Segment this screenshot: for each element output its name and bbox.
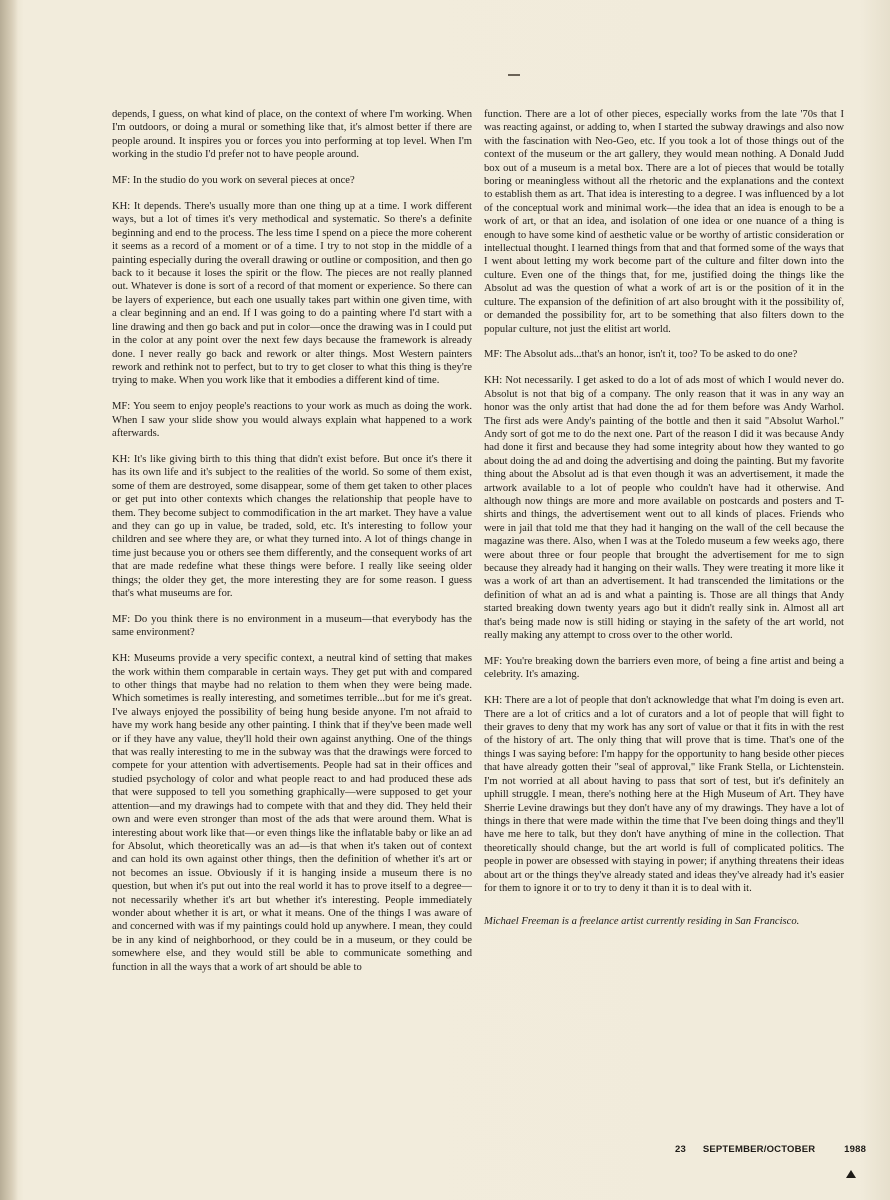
left-column	[112, 108, 472, 986]
continue-triangle-icon	[846, 1170, 856, 1178]
paragraph: function. There are a lot of other pieces, especially works from the late '70s that I was reacting against, or adding to, when I started the subway drawings and also now with the fascination with Neo-Geo, etc. If you took a lot of those things out of the context of the museum or the art gallery, they would mean nothing. A Donald Judd box out of a museum is a metal box. There are a lot of pieces that would be totally boring or meaningless without all the rhetoric and the explanations and the context to establish them as art. That idea is interesting to a degree. I was influenced by a lot of the conceptual work and minimal work—the idea that an idea is enough to be a work of art, or that an idea, and isolation of one idea or one nuance of a thing is enough to have some kind of aesthetic value or be worthy of artistic consideration or intellectual thought. I learned things from that and that formed some of the ways that I went about letting my work become part of the culture and filter down into the culture. Even one of the things that, for me, justified doing the things like the Absolut ad was the question of what a work of art is or the position of it in the culture. The expansion of the definition of art also brought with it the possibility of, or demanded the possibility for, art to be something that also filters down to the popular culture, not just the elitist art world.	[484, 109, 844, 335]
paragraph: KH: There are a lot of people that don't acknowledge that what I'm doing is even art. There are a lot of critics and a lot of curators and a lot of people that will fight to their graves to deny that my work has any sort of value or that it fits in with the rest of the history of art. The only thing that will prove that is time. That's one of the things I was saying before: I'm happy for the opportunity to hang beside other pieces that have already gotten their "seal of approval," like Frank Stella, or Lichtenstein. I'm not worried at all about having to pass that sort of test, but it's definitely an uphill struggle. I mean, there's nothing here at the High Museum of Art. They have Sherrie Levine drawings but they don't have any of my drawings. They have a lot of things in there that were made within the time that I've been doing things and they'll have me here to talk, but they don't have anything of mine in the collection. That theoretically should change, but the art world is full of complicated politics. The people in power are obsessed with staying in power; if anything threatens their ideas about art or the things they've already stated and ideas they've already had it's easier for them to ignore it or to try to deny it than it is to deal with it.	[484, 695, 844, 894]
page-footer	[675, 1144, 866, 1155]
paragraph: depends, I guess, on what kind of place, on the context of where I'm working. When I'm outdoors, or doing a mural or something like that, it's almost better if there are people around. It inspires you or forces you into performing at top level. When I'm working in the studio I'd prefer not to have people around.	[112, 109, 472, 161]
paragraph: KH: It's like giving birth to this thing that didn't exist before. But once it's there it has its own life and it's subject to the realities of the world. So some of them exist, some of them are destroyed, some disappear, some of them get taken to other places or get put into other contexts which changes the relationship that people have to them. They become subject to commodification in the art market. They have a value and they can go up in value, be traded, sold, etc. It's interesting to follow your children and see where they are, or what they turned into. A lot of things change in time just because you or others see them differently, and the consequent works of art that are made redefine what these things were before. I really like seeing older things; the older they get, the more interesting they are for some reason. I guess that's what museums are for.	[112, 453, 472, 599]
paragraph: MF: In the studio do you work on several pieces at once?	[112, 175, 355, 187]
issue-year: 1988	[844, 1144, 867, 1155]
paragraph: KH: Museums provide a very specific context, a neutral kind of setting that makes the work within them comparable in certain ways. They get put with and compared to other things that maybe had no relation to them when they were being made. Which sometimes is really interesting, and sometimes terrible...but for me it's great. I've always enjoyed the possibility of being hung beside anyone. I'm not afraid to have my work hang beside any other painting. I think that if they've been made well or if they have any value, they'll hold their own against anything. One of the things that was really interesting to me in the subway was that the drawings were forced to compete for your attention with advertisements. People had sat in their offices and studied psychology of color and what people react to and had produced these ads that were supposed to tell you something graphically—were supposed to get your attention—and my drawings had to compete with that and they did. They held their own and were even stronger than most of the ads that were around them. What is interesting about work like that—or even things like the inflatable baby or like an ad for Absolut, which theoretically was an ad—is that when it's taken out of context and can hold its own against other things, then the definition of whether it's art or not becomes an issue. Obviously if it is hanging inside a museum there is no question, but when it's put out into the real world it has to prove itself to a degree—not necessarily whether it's art but whether it's interesting. People immediately wonder about whether it is art, or what it means. One of the things I was aware of and concerned with was if my paintings could hold up anywhere. I mean, they could be in any kind of neighborhood, or they could be in a museum, or they could be somewhere else, and they would still be able to communicate something and function in all the ways that a work of art should be able to	[112, 653, 472, 973]
paragraph: KH: Not necessarily. I get asked to do a lot of ads most of which I would never do. Absolut is not that big of a company. The only reason that it was in any way an honor was the only artist that had done the ad for them before was Andy Warhol. The first ads were Andy's painting of the bottle and then it said "Absolut Warhol." Andy sort of got me to do the next one. Part of the reason I did it was because Andy had done it first and because they had some integrity about how they wanted to go about doing the ad and doing the advertising and doing the painting. But my favorite thing about the Absolut ad is that even though it was an advertisement, it made the artwork available to a lot of people who couldn't have had it otherwise. And although now things are more and more available on postcards and posters and T-shirts and things, the advertisement went out to all kinds of places. Friends who were in jail that told me that they had it hanging on the wall of the cell because the magazine was there. Also, when I was at the Toledo museum a few weeks ago, there were about three or four people that brought the advertisement for me to sign because they already had it hanging on their walls. They were treating it more like it was a work of art than an advertisement. It had transcended the limitations or the definition of what an ad is and what a painting is. Those are all things that Andy started breaking down twenty years ago but it didn't really sink in. Almost all art that's being made now is still hiding or staying in the safety of the art world, not really making any attempt to cross over to the other world.	[484, 375, 844, 642]
paragraph: MF: You're breaking down the barriers even more, of being a fine artist and being a celebrity. It's amazing.	[484, 655, 844, 681]
paragraph: MF: The Absolut ads...that's an honor, isn't it, too? To be asked to do one?	[484, 349, 798, 361]
right-column	[484, 108, 844, 941]
page-number: 23	[675, 1144, 686, 1155]
paragraph: KH: It depends. There's usually more than one thing up at a time. I work different ways, but a lot of times it's very methodical and systematic. So there's a definite beginning and end to the process. The less time I spend on a piece the more coherent it seems as a record of a moment or of a time. I try to not stop in the middle of a painting especially during the overall drawing or outline or composition, and then go back to it because it loses the spirit or the flow. The pieces are not really planned out. Whatever is done is sort of a record of that moment or experience. So there can be layers of experience, but each one usually takes part within one given time, with a clear beginning and an end. If I was going to do a painting where I'd start with a line drawing and then go back and put in color—once the drawing was in I could put in the color at any point over the next few days because the framework is already done. I never really go back and rework or alter things. Most Western painters rework and rethink not to perfect, but to try to get closer to what this thing is they're trying to make. When you work like that it embodies a different kind of time.	[112, 201, 472, 387]
issue-date: SEPTEMBER/OCTOBER	[702, 1144, 816, 1155]
author-bio: Michael Freeman is a freelance artist currently residing in San Francisco.	[484, 916, 800, 928]
top-mark	[508, 74, 520, 76]
page-binding-shadow	[0, 0, 18, 1200]
paragraph: MF: You seem to enjoy people's reactions to your work as much as doing the work. When I saw your slide show you would always explain what happened to a work afterwards.	[112, 401, 472, 440]
paragraph: MF: Do you think there is no environment in a museum—that everybody has the same environment?	[112, 613, 472, 639]
